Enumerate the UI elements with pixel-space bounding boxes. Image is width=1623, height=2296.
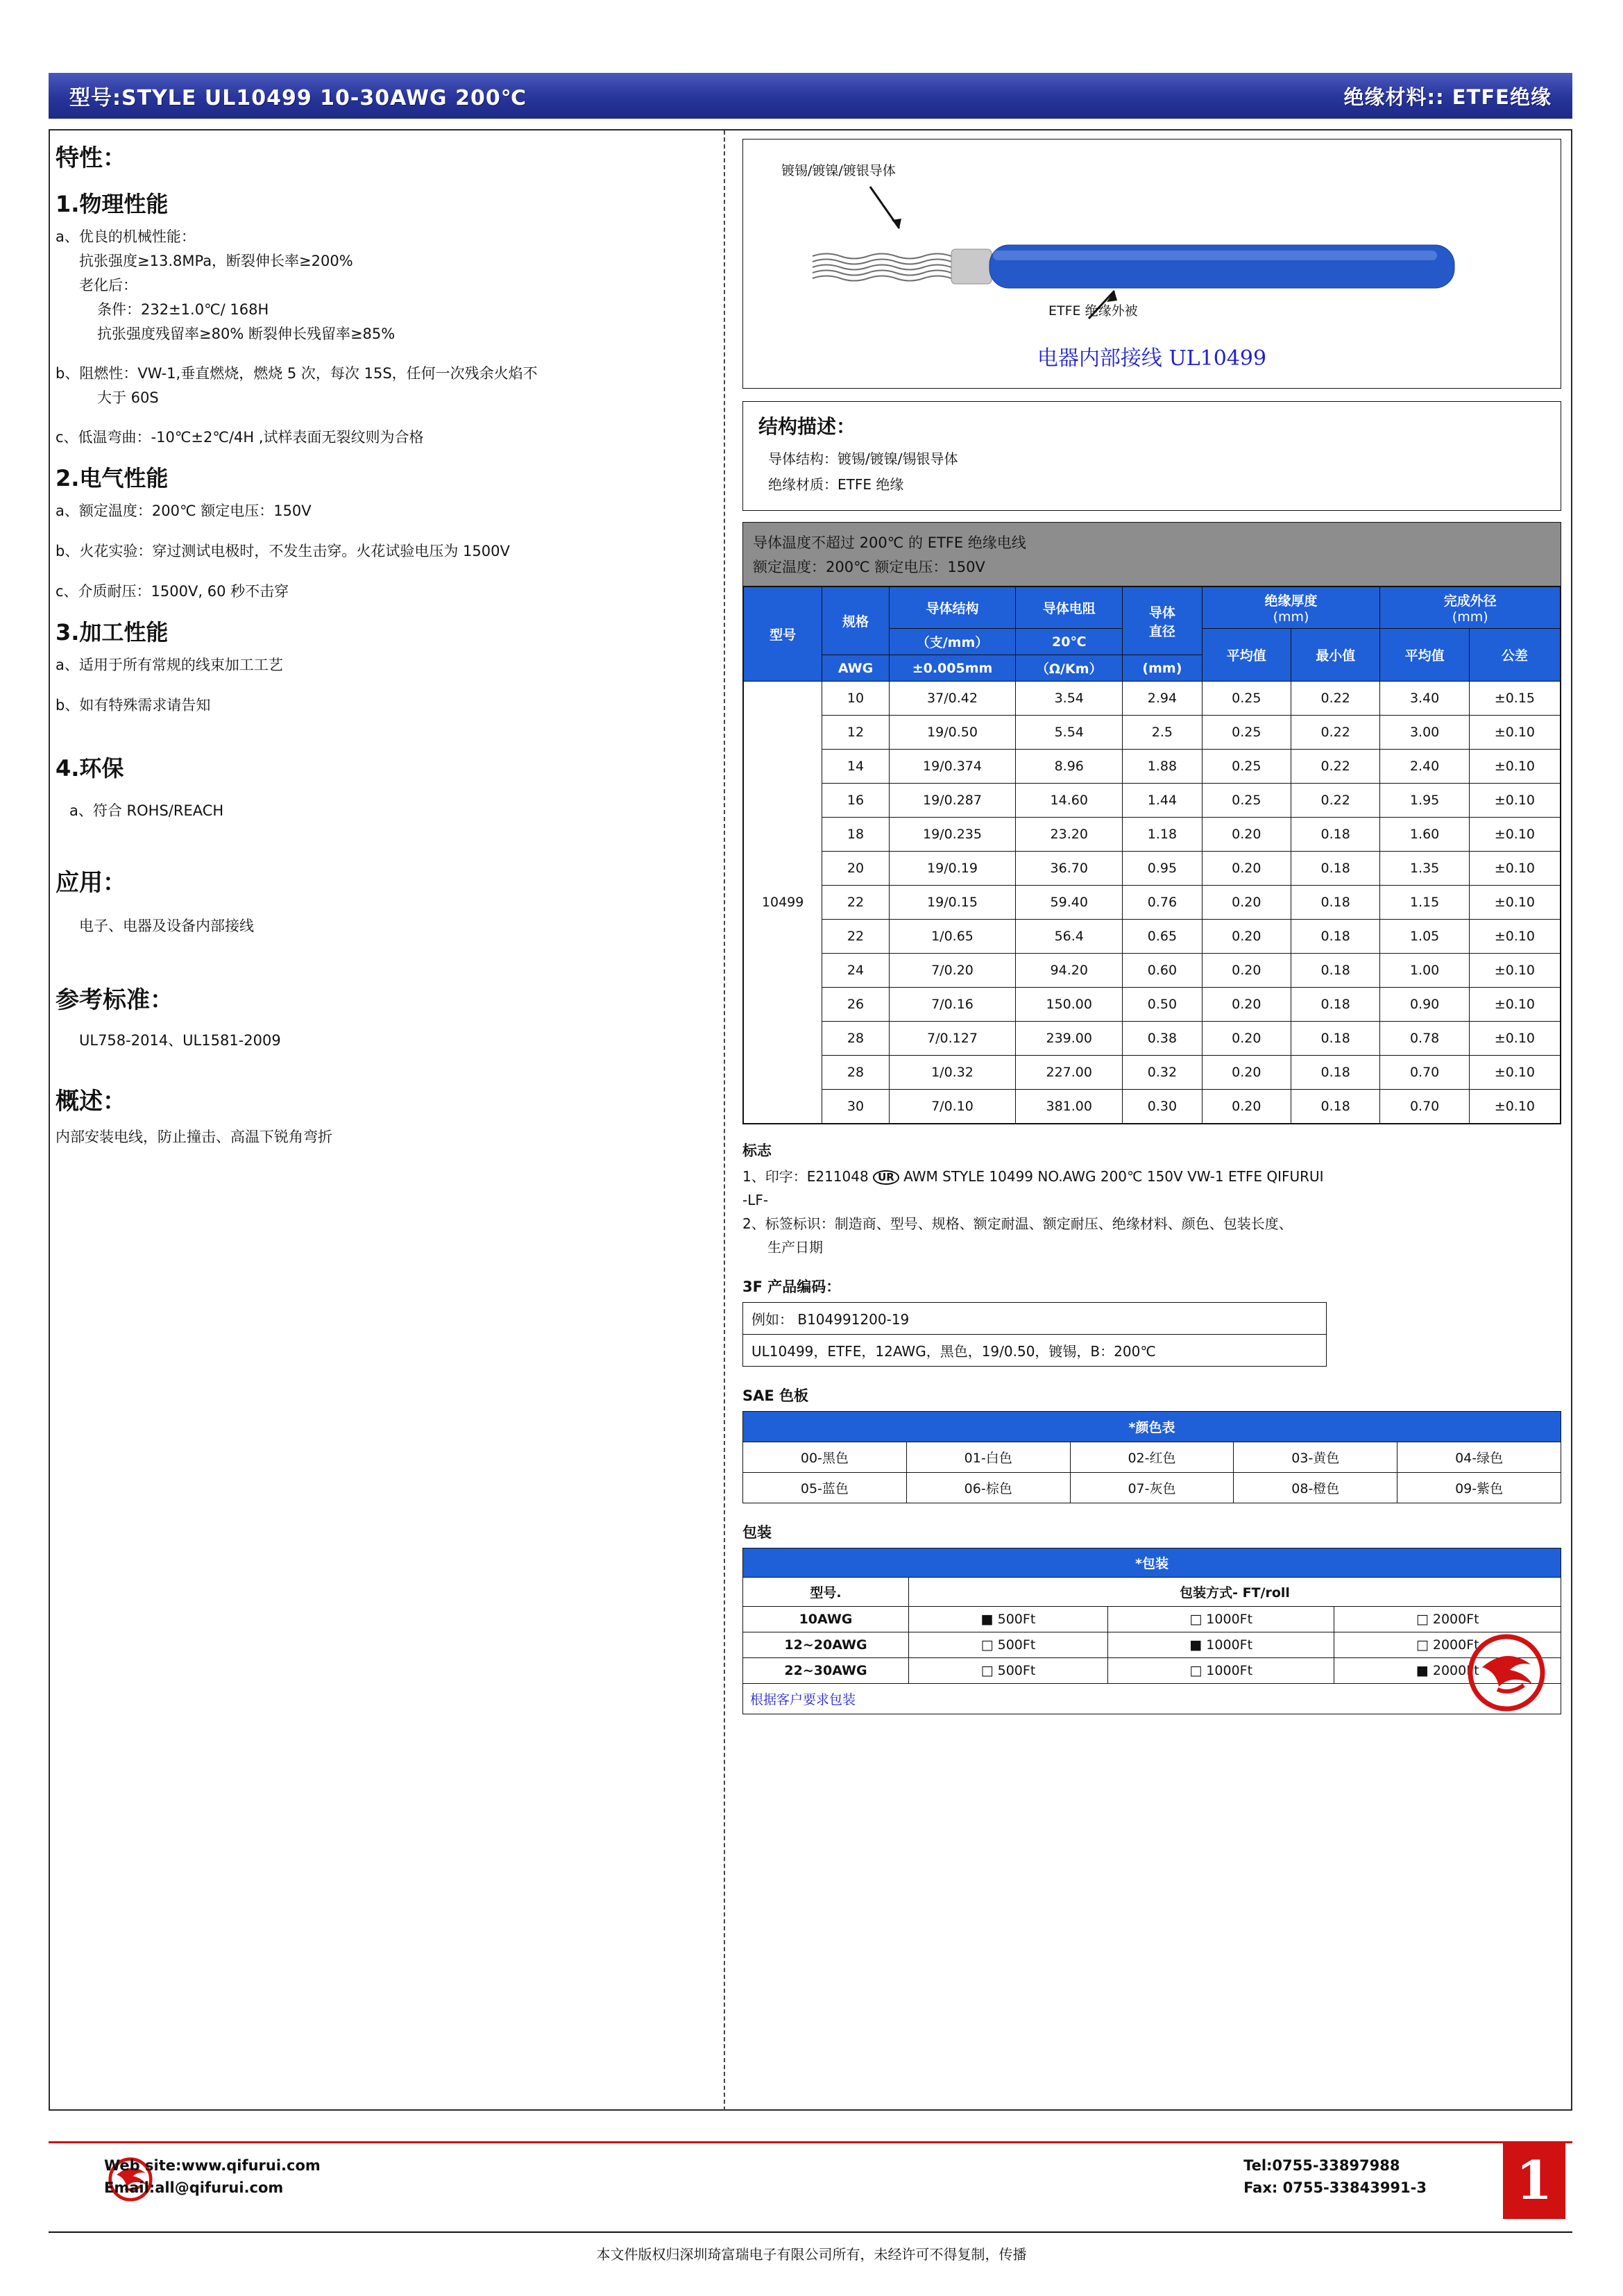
marks-line-2: 2、标签标识：制造商、型号、规格、额定耐温、额定耐压、绝缘材料、颜色、包装长度、 bbox=[742, 1215, 1293, 1232]
packing-col-method: 包装方式- FT/roll bbox=[909, 1578, 1561, 1607]
spec-cell-od-tol: ±0.10 bbox=[1469, 852, 1560, 886]
structure-box bbox=[742, 401, 1561, 511]
th-res-temp: 20℃ bbox=[1052, 634, 1087, 650]
page-header bbox=[49, 73, 1572, 119]
spec-cell-res: 14.60 bbox=[1016, 784, 1123, 818]
spec-cell-res: 3.54 bbox=[1016, 682, 1123, 716]
spec-cell-awg: 20 bbox=[822, 852, 890, 886]
cable-drawing bbox=[743, 140, 1562, 341]
packing-row bbox=[743, 1658, 1561, 1684]
spec-cell-ins-avg: 0.20 bbox=[1202, 988, 1291, 1022]
page-footer bbox=[49, 2148, 1572, 2225]
reference-title: 参考标准： bbox=[56, 986, 173, 1014]
spec-cell-awg: 10 bbox=[822, 682, 890, 716]
header-model-text: 型号:STYLE UL10499 10-30AWG 200℃ bbox=[69, 86, 527, 110]
spec-cell-ins-avg: 0.20 bbox=[1202, 1056, 1291, 1090]
spec-cell-ins-avg: 0.25 bbox=[1202, 750, 1291, 784]
spec-cell-awg: 28 bbox=[822, 1022, 890, 1056]
spec-cell-res: 59.40 bbox=[1016, 886, 1123, 920]
spec-cell-ins-min: 0.18 bbox=[1291, 1022, 1379, 1056]
spec-cell-awg: 18 bbox=[822, 818, 890, 852]
spec-cell-struct: 7/0.20 bbox=[889, 954, 1015, 988]
color-cell: 03-黄色 bbox=[1234, 1442, 1397, 1473]
spec-cell-dia: 1.18 bbox=[1123, 818, 1202, 852]
spec-table-row bbox=[744, 818, 1561, 852]
th-dia-1: 导体 bbox=[1148, 605, 1175, 621]
spec-cell-dia: 0.65 bbox=[1123, 920, 1202, 954]
packing-table-header: *包装 bbox=[743, 1548, 1561, 1578]
spec-cell-struct: 1/0.65 bbox=[889, 920, 1015, 954]
color-cell: 00-黑色 bbox=[743, 1442, 907, 1473]
th-od-tol: 公差 bbox=[1469, 629, 1560, 682]
spec-cell-res: 23.20 bbox=[1016, 818, 1123, 852]
th-insul-label: 绝缘厚度 bbox=[1264, 593, 1318, 609]
spec-cell-struct: 19/0.19 bbox=[889, 852, 1015, 886]
marks-print-prefix: 1、印字：E211048 bbox=[742, 1168, 874, 1185]
spec-table bbox=[743, 586, 1561, 1124]
spec-cell-ins-min: 0.22 bbox=[1291, 750, 1379, 784]
th-awg-top: 规格 bbox=[822, 587, 890, 655]
th-od-label: 完成外径 bbox=[1443, 593, 1497, 609]
th-dia-2: 直径 bbox=[1148, 623, 1175, 639]
spec-cell-struct: 19/0.50 bbox=[889, 716, 1015, 750]
spec-cell-dia: 0.30 bbox=[1123, 1090, 1202, 1124]
spec-cell-res: 239.00 bbox=[1016, 1022, 1123, 1056]
spec-table-row bbox=[744, 750, 1561, 784]
spec-cell-od-avg: 3.00 bbox=[1380, 716, 1469, 750]
footer-fax: Fax: 0755-33843991-3 bbox=[1243, 2179, 1427, 2196]
physical-a-line2: 老化后： bbox=[79, 277, 137, 294]
marks-title: 标志 bbox=[742, 1142, 772, 1159]
spec-cell-od-avg: 1.00 bbox=[1380, 954, 1469, 988]
spec-cell-od-tol: ±0.10 bbox=[1469, 750, 1560, 784]
spec-model-cell: 10499 bbox=[744, 682, 822, 1124]
spec-table-row bbox=[744, 886, 1561, 920]
spec-cell-od-avg: 0.70 bbox=[1380, 1090, 1469, 1124]
footer-contact-left bbox=[104, 2155, 321, 2199]
marks-line-2b: 生产日期 bbox=[767, 1239, 823, 1256]
spec-cell-awg: 16 bbox=[822, 784, 890, 818]
th-od-unit: (mm) bbox=[1452, 609, 1488, 625]
spec-cell-dia: 2.5 bbox=[1123, 716, 1202, 750]
spec-cell-ins-min: 0.18 bbox=[1291, 852, 1379, 886]
color-cell: 01-白色 bbox=[906, 1442, 1070, 1473]
processing-a-line: a、适用于所有常规的线束加工工艺 bbox=[56, 657, 283, 673]
spec-cell-od-tol: ±0.15 bbox=[1469, 682, 1560, 716]
left-column bbox=[56, 139, 715, 1149]
spec-cell-od-tol: ±0.10 bbox=[1469, 954, 1560, 988]
packing-model-cell: 12~20AWG bbox=[743, 1632, 909, 1658]
physical-b-line2: 大于 60S bbox=[97, 389, 159, 406]
spec-cell-ins-min: 0.18 bbox=[1291, 920, 1379, 954]
spec-cell-struct: 19/0.374 bbox=[889, 750, 1015, 784]
packing-row bbox=[743, 1632, 1561, 1658]
spec-cell-ins-avg: 0.20 bbox=[1202, 1022, 1291, 1056]
spec-cell-dia: 0.32 bbox=[1123, 1056, 1202, 1090]
spec-cell-dia: 0.76 bbox=[1123, 886, 1202, 920]
conductor-label: 镀锡/镀镍/镀银导体 bbox=[781, 163, 896, 178]
overview-text: 内部安装电线，防止撞击、高温下锐角弯折 bbox=[56, 1129, 332, 1145]
footer-rule-top bbox=[49, 2141, 1572, 2143]
spec-cell-ins-avg: 0.20 bbox=[1202, 954, 1291, 988]
spec-table-row bbox=[744, 682, 1561, 716]
color-cell: 05-蓝色 bbox=[743, 1473, 907, 1503]
spec-table-row bbox=[744, 716, 1561, 750]
th-res-20c bbox=[1016, 629, 1123, 655]
physical-a-label: a、优良的机械性能： bbox=[56, 228, 196, 245]
packing-model-cell: 10AWG bbox=[743, 1607, 909, 1632]
spec-cell-od-tol: ±0.10 bbox=[1469, 1022, 1560, 1056]
spec-cell-awg: 30 bbox=[822, 1090, 890, 1124]
spec-cell-ins-avg: 0.25 bbox=[1202, 716, 1291, 750]
marks-print-body: AWM STYLE 10499 NO.AWG 200℃ 150V VW-1 ETFE QIFURUI bbox=[899, 1168, 1324, 1185]
spec-table-wrapper bbox=[742, 522, 1561, 1124]
structure-line-2: 绝缘材质：ETFE 绝缘 bbox=[768, 476, 904, 493]
spec-cell-struct: 19/0.15 bbox=[889, 886, 1015, 920]
footer-website[interactable]: Web site:www.qifurui.com bbox=[104, 2157, 321, 2174]
spec-cell-awg: 24 bbox=[822, 954, 890, 988]
electrical-b-line: b、火花实验：穿过测试电极时，不发生击穿。火花试验电压为 1500V bbox=[56, 543, 510, 559]
processing-b-line: b、如有特殊需求请告知 bbox=[56, 697, 211, 714]
spec-table-row bbox=[744, 784, 1561, 818]
footer-rule-bottom bbox=[49, 2231, 1572, 2233]
right-column bbox=[742, 139, 1561, 1714]
physical-c-line: c、低温弯曲：-10℃±2℃/4H ,试样表面无裂纹则为合格 bbox=[56, 429, 424, 446]
spec-cell-ins-min: 0.18 bbox=[1291, 1090, 1379, 1124]
th-insul-min: 最小值 bbox=[1291, 629, 1379, 682]
spec-cell-awg: 22 bbox=[822, 920, 890, 954]
footer-email[interactable]: Email:all@qifurui.com bbox=[104, 2179, 284, 2196]
spec-head-line2: 额定温度：200℃ 额定电压：150V bbox=[753, 559, 985, 575]
spec-cell-od-avg: 0.70 bbox=[1380, 1056, 1469, 1090]
packing-option-cell[interactable]: □ 2000Ft bbox=[1334, 1607, 1561, 1632]
spec-cell-res: 8.96 bbox=[1016, 750, 1123, 784]
cable-illustration-box bbox=[742, 139, 1561, 389]
spec-table-row bbox=[744, 954, 1561, 988]
spec-cell-awg: 22 bbox=[822, 886, 890, 920]
packing-model-cell: 22~30AWG bbox=[743, 1658, 909, 1684]
spec-cell-od-tol: ±0.10 bbox=[1469, 1056, 1560, 1090]
th-struct-unit: （支/mm） bbox=[889, 629, 1015, 655]
spec-cell-ins-min: 0.22 bbox=[1291, 784, 1379, 818]
th-struct-tol: ±0.005mm bbox=[889, 655, 1015, 682]
code-example: 例如： B104991200-19 bbox=[743, 1303, 1326, 1335]
physical-a-line3: 条件：232±1.0℃/ 168H bbox=[97, 301, 269, 318]
spec-cell-ins-min: 0.18 bbox=[1291, 1056, 1379, 1090]
spec-cell-struct: 7/0.10 bbox=[889, 1090, 1015, 1124]
code-box bbox=[742, 1302, 1327, 1367]
spec-cell-od-avg: 3.40 bbox=[1380, 682, 1469, 716]
spec-cell-dia: 1.44 bbox=[1123, 784, 1202, 818]
environment-a-line: a、符合 ROHS/REACH bbox=[69, 802, 224, 819]
electrical-c-line: c、介质耐压：1500V, 60 秒不击穿 bbox=[56, 583, 289, 600]
spec-cell-awg: 26 bbox=[822, 988, 890, 1022]
spec-cell-ins-min: 0.22 bbox=[1291, 682, 1379, 716]
packing-option-cell[interactable]: □ 1000Ft bbox=[1107, 1658, 1334, 1684]
spec-cell-res: 227.00 bbox=[1016, 1056, 1123, 1090]
spec-cell-awg: 12 bbox=[822, 716, 890, 750]
ul-logo-icon: UR bbox=[873, 1170, 899, 1185]
electrical-a-line: a、额定温度：200℃ 额定电压：150V bbox=[56, 503, 312, 519]
structure-line-1: 导体结构：镀锡/镀镍/锡银导体 bbox=[768, 450, 958, 467]
th-model: 型号 bbox=[744, 587, 822, 682]
spec-cell-od-tol: ±0.10 bbox=[1469, 886, 1560, 920]
spec-cell-od-avg: 0.78 bbox=[1380, 1022, 1469, 1056]
page-number: 1 bbox=[1503, 2143, 1565, 2219]
spec-cell-od-tol: ±0.10 bbox=[1469, 818, 1560, 852]
footer-tel: Tel:0755-33897988 bbox=[1243, 2157, 1400, 2174]
copyright-text: 本文件版权归深圳琦富瑞电子有限公司所有，未经许可不得复制，传播 bbox=[596, 2246, 1027, 2263]
reference-text: UL758-2014、UL1581-2009 bbox=[79, 1031, 281, 1049]
packing-option-cell[interactable]: ■ 500Ft bbox=[909, 1607, 1108, 1632]
th-struct: 导体结构 bbox=[889, 587, 1015, 629]
structure-title: 结构描述： bbox=[758, 415, 856, 438]
th-dia bbox=[1123, 587, 1202, 655]
spec-cell-od-avg: 0.90 bbox=[1380, 988, 1469, 1022]
spec-table-row bbox=[744, 1056, 1561, 1090]
section-environment-title: 4.环保 bbox=[56, 755, 124, 782]
color-table-header: *颜色表 bbox=[743, 1412, 1561, 1442]
spec-cell-struct: 1/0.32 bbox=[889, 1056, 1015, 1090]
spec-cell-struct: 7/0.127 bbox=[889, 1022, 1015, 1056]
packing-row bbox=[743, 1607, 1561, 1632]
color-cell: 04-绿色 bbox=[1397, 1442, 1561, 1473]
packing-option-cell[interactable]: □ 500Ft bbox=[909, 1632, 1108, 1658]
spec-cell-res: 5.54 bbox=[1016, 716, 1123, 750]
spec-cell-od-avg: 1.95 bbox=[1380, 784, 1469, 818]
sae-title: SAE 色板 bbox=[742, 1387, 809, 1404]
spec-cell-dia: 2.94 bbox=[1123, 682, 1202, 716]
spec-table-row bbox=[744, 852, 1561, 886]
header-material-text: 绝缘材料:: ETFE绝缘 bbox=[1343, 85, 1552, 109]
packing-option-cell[interactable]: □ 1000Ft bbox=[1107, 1607, 1334, 1632]
footer-contact-right bbox=[1243, 2155, 1427, 2199]
section-physical-title: 1.物理性能 bbox=[56, 191, 169, 217]
th-insul bbox=[1202, 587, 1380, 629]
packing-title: 包装 bbox=[742, 1524, 772, 1541]
spec-head-line1: 导体温度不超过 200℃ 的 ETFE 绝缘电线 bbox=[753, 534, 1026, 551]
spec-cell-ins-avg: 0.20 bbox=[1202, 920, 1291, 954]
spec-cell-ins-avg: 0.20 bbox=[1202, 1090, 1291, 1124]
spec-cell-ins-avg: 0.20 bbox=[1202, 886, 1291, 920]
spec-cell-od-avg: 1.60 bbox=[1380, 818, 1469, 852]
th-insul-unit: (mm) bbox=[1273, 609, 1309, 625]
spec-cell-dia: 0.50 bbox=[1123, 988, 1202, 1022]
spec-cell-dia: 0.38 bbox=[1123, 1022, 1202, 1056]
spec-cell-ins-min: 0.22 bbox=[1291, 716, 1379, 750]
marks-line-1 bbox=[742, 1166, 1561, 1187]
physical-a-line1: 抗张强度≥13.8MPa，断裂伸长率≥200% bbox=[79, 253, 353, 269]
spec-table-row bbox=[744, 988, 1561, 1022]
column-divider bbox=[724, 130, 725, 2111]
spec-cell-od-tol: ±0.10 bbox=[1469, 1090, 1560, 1124]
spec-table-row bbox=[744, 1022, 1561, 1056]
spec-table-row bbox=[744, 920, 1561, 954]
spec-cell-struct: 19/0.235 bbox=[889, 818, 1015, 852]
spec-cell-od-avg: 1.05 bbox=[1380, 920, 1469, 954]
spec-cell-od-avg: 1.35 bbox=[1380, 852, 1469, 886]
packing-option-cell[interactable]: □ 500Ft bbox=[909, 1658, 1108, 1684]
th-insul-avg: 平均值 bbox=[1202, 629, 1291, 682]
th-awg-bot: AWG bbox=[822, 655, 890, 682]
spec-cell-res: 150.00 bbox=[1016, 988, 1123, 1022]
spec-head bbox=[743, 523, 1561, 586]
spec-cell-struct: 37/0.42 bbox=[889, 682, 1015, 716]
color-cell: 07-灰色 bbox=[1070, 1473, 1234, 1503]
color-cell: 06-棕色 bbox=[906, 1473, 1070, 1503]
insulation-label: ETFE 绝缘外被 bbox=[1048, 303, 1138, 319]
spec-cell-dia: 0.60 bbox=[1123, 954, 1202, 988]
spec-cell-res: 94.20 bbox=[1016, 954, 1123, 988]
company-logo-icon bbox=[1461, 1631, 1552, 1714]
th-od bbox=[1380, 587, 1561, 629]
packing-table bbox=[742, 1548, 1561, 1684]
code-description: UL10499，ETFE，12AWG，黑色，19/0.50，镀锡，B：200℃ bbox=[751, 1343, 1156, 1360]
packing-option-cell[interactable]: ■ 1000Ft bbox=[1107, 1632, 1334, 1658]
spec-cell-ins-avg: 0.25 bbox=[1202, 682, 1291, 716]
spec-cell-ins-min: 0.18 bbox=[1291, 954, 1379, 988]
color-cell: 02-红色 bbox=[1070, 1442, 1234, 1473]
th-od-avg: 平均值 bbox=[1380, 629, 1469, 682]
spec-cell-od-tol: ±0.10 bbox=[1469, 920, 1560, 954]
spec-cell-ins-avg: 0.20 bbox=[1202, 818, 1291, 852]
spec-cell-od-avg: 2.40 bbox=[1380, 750, 1469, 784]
spec-table-row bbox=[744, 1090, 1561, 1124]
overview-title: 概述： bbox=[56, 1088, 126, 1115]
physical-a-line4: 抗张强度残留率≥80% 断裂伸长残留率≥85% bbox=[97, 326, 396, 342]
characteristics-title: 特性： bbox=[56, 144, 126, 172]
spec-cell-res: 56.4 bbox=[1016, 920, 1123, 954]
spec-cell-ins-min: 0.18 bbox=[1291, 988, 1379, 1022]
application-title: 应用： bbox=[56, 869, 126, 897]
section-processing-title: 3.加工性能 bbox=[56, 619, 169, 645]
application-text: 电子、电器及设备内部接线 bbox=[79, 918, 254, 934]
cable-title: 电器内部接线 UL10499 bbox=[1037, 346, 1267, 371]
spec-cell-awg: 14 bbox=[822, 750, 890, 784]
spec-cell-res: 381.00 bbox=[1016, 1090, 1123, 1124]
spec-cell-dia: 0.95 bbox=[1123, 852, 1202, 886]
spec-cell-od-tol: ±0.10 bbox=[1469, 716, 1560, 750]
color-cell: 08-橙色 bbox=[1234, 1473, 1397, 1503]
spec-cell-struct: 7/0.16 bbox=[889, 988, 1015, 1022]
spec-cell-ins-avg: 0.25 bbox=[1202, 784, 1291, 818]
marks-line-1c: -LF- bbox=[742, 1192, 769, 1208]
spec-cell-awg: 28 bbox=[822, 1056, 890, 1090]
packing-option-cell[interactable]: □ 2000Ft bbox=[1334, 1632, 1561, 1658]
color-table bbox=[742, 1411, 1561, 1503]
code-title: 3F 产品编码： bbox=[742, 1278, 841, 1295]
physical-b-line: b、阻燃性：VW-1,垂直燃烧，燃烧 5 次，每次 15S，任何一次残余火焰不 bbox=[56, 365, 538, 382]
packing-note: 根据客户要求包装 bbox=[742, 1684, 1561, 1714]
spec-cell-od-tol: ±0.10 bbox=[1469, 784, 1560, 818]
packing-col-model: 型号. bbox=[743, 1578, 909, 1607]
packing-option-cell[interactable]: ■ 2000Ft bbox=[1334, 1658, 1561, 1684]
th-dia-unit: (mm) bbox=[1123, 655, 1202, 682]
color-cell: 09-紫色 bbox=[1397, 1473, 1561, 1503]
spec-cell-ins-min: 0.18 bbox=[1291, 818, 1379, 852]
spec-cell-res: 36.70 bbox=[1016, 852, 1123, 886]
section-electrical-title: 2.电气性能 bbox=[56, 465, 169, 491]
spec-cell-ins-avg: 0.20 bbox=[1202, 852, 1291, 886]
spec-cell-od-tol: ±0.10 bbox=[1469, 988, 1560, 1022]
spec-cell-od-avg: 1.15 bbox=[1380, 886, 1469, 920]
spec-cell-struct: 19/0.287 bbox=[889, 784, 1015, 818]
spec-cell-ins-min: 0.18 bbox=[1291, 886, 1379, 920]
th-res-unit: （Ω/Km） bbox=[1016, 655, 1123, 682]
spec-cell-dia: 1.88 bbox=[1123, 750, 1202, 784]
th-res: 导体电阻 bbox=[1016, 587, 1123, 629]
